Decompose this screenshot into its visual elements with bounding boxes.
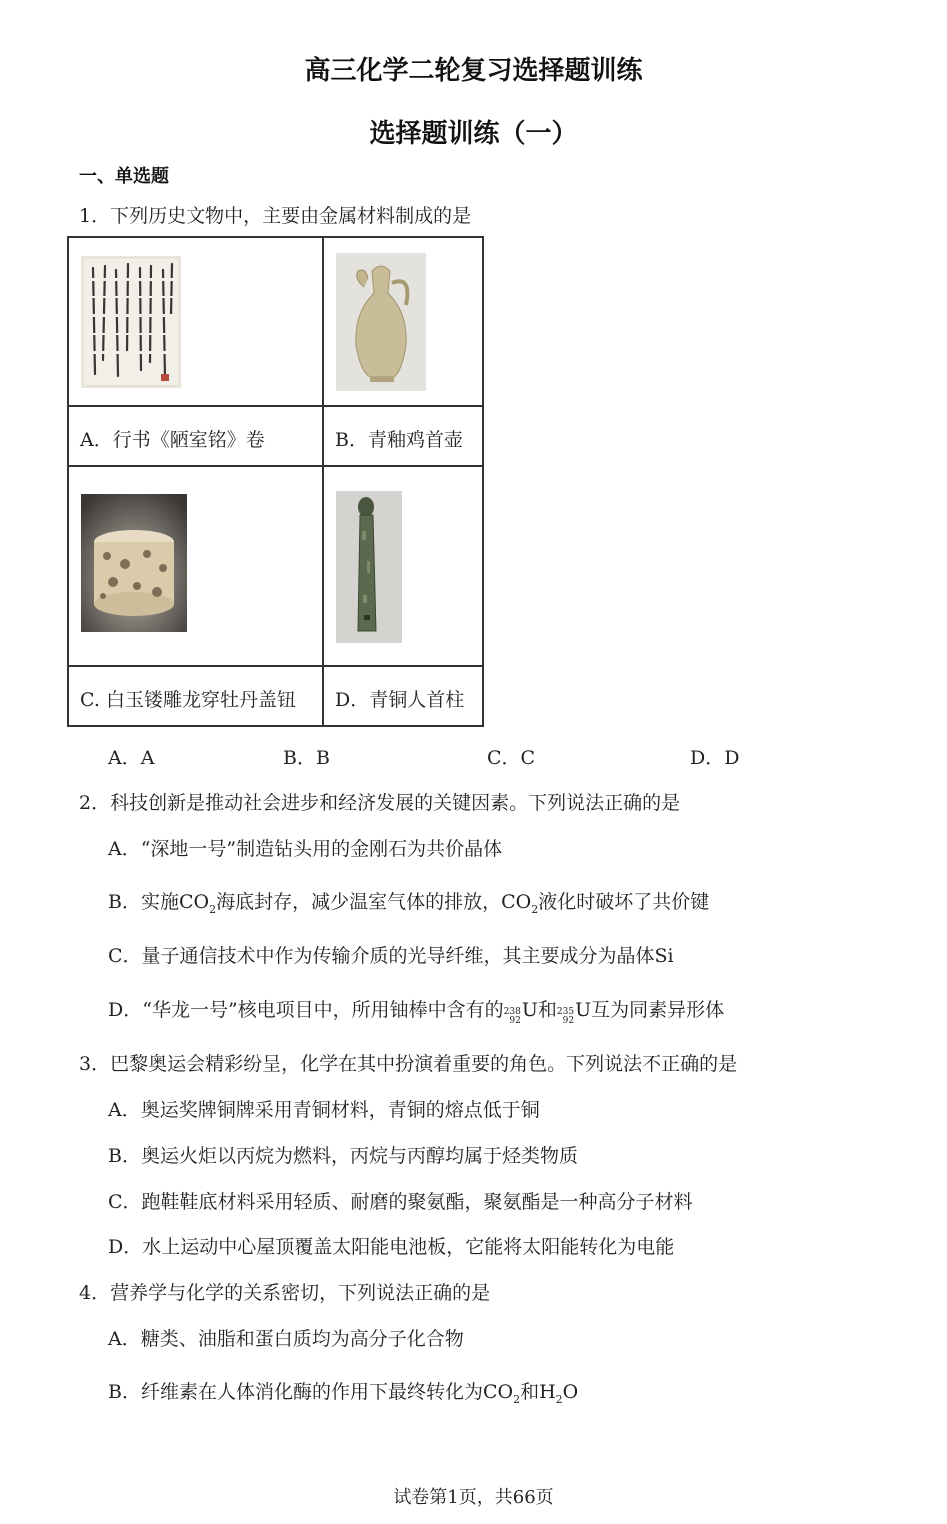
- page-subtitle: 选择题训练（一）: [369, 119, 578, 149]
- bronze-pillar-image: [336, 491, 402, 643]
- q4-stem: 4．营养学与化学的关系密切，下列说法正确的是: [79, 1282, 491, 1304]
- q1-artifact-table: [67, 236, 484, 727]
- q3-option-b[interactable]: B．奥运火炬以丙烷为燃料，丙烷与丙醇均属于烃类物质: [108, 1145, 578, 1167]
- q3-option-c[interactable]: C．跑鞋鞋底材料采用轻质、耐磨的聚氨酯，聚氨酯是一种高分子材料: [108, 1191, 693, 1213]
- q3-option-a[interactable]: A．奥运奖牌铜牌采用青铜材料，青铜的熔点低于铜: [108, 1099, 540, 1121]
- q4-option-a[interactable]: A．糖类、油脂和蛋白质均为高分子化合物: [108, 1328, 464, 1350]
- q1-choice-c[interactable]: C．C: [487, 747, 536, 769]
- q1-cell-b-label: B．青釉鸡首壶: [323, 406, 483, 466]
- q3-option-d[interactable]: D．水上运动中心屋顶覆盖太阳能电池板，它能将太阳能转化为电能: [108, 1236, 675, 1258]
- q1-cell-d-label: D．青铜人首柱: [323, 666, 483, 726]
- q1-cell-d-image: [323, 466, 483, 666]
- q1-cell-c-label: C. 白玉镂雕龙穿牡丹盖钮: [68, 666, 323, 726]
- q2-stem: 2．科技创新是推动社会进步和经济发展的关键因素。下列说法正确的是: [79, 792, 681, 814]
- isotope-235-notation: 235 92: [556, 1007, 575, 1026]
- calligraphy-scroll-image: [81, 256, 181, 388]
- q1-choice-b[interactable]: B．B: [283, 747, 330, 769]
- q2-option-b[interactable]: B．实施$CO_2$海底封存，减少温室气体的排放，$CO_2$液化时破坏了共价键: [108, 891, 710, 916]
- q1-choice-d[interactable]: D．D: [690, 747, 740, 769]
- q1-stem: 1．下列历史文物中，主要由金属材料制成的是: [79, 205, 472, 227]
- q1-cell-b-image: [323, 237, 483, 406]
- isotope-238-notation: 238 92: [503, 1007, 521, 1026]
- page-title: 高三化学二轮复习选择题训练: [304, 56, 643, 86]
- q2-option-d[interactable]: D．“华龙一号”核电项目中，所用铀棒中含有的 238 92 U和 235 92 U互为同素异形体: [108, 999, 725, 1026]
- celadon-ewer-image: [336, 253, 426, 391]
- q4-option-b[interactable]: B．纤维素在人体消化酶的作用下最终转化为$CO_2$和$H_2O$: [108, 1381, 579, 1406]
- q2-option-a[interactable]: A．“深地一号”制造钻头用的金刚石为共价晶体: [108, 838, 503, 860]
- page-footer: 试卷第1页，共66页: [393, 1487, 554, 1508]
- q2-option-c[interactable]: C．量子通信技术中作为传输介质的光导纤维，其主要成分为晶体Si: [108, 945, 674, 967]
- section-heading: 一、单选题: [79, 166, 169, 187]
- q1-cell-a-label: A．行书《陋室铭》卷: [68, 406, 323, 466]
- q3-stem: 3．巴黎奥运会精彩纷呈，化学在其中扮演着重要的角色。下列说法不正确的是: [79, 1053, 738, 1075]
- q1-choice-a[interactable]: A．A: [108, 747, 155, 769]
- q1-cell-c-image: [68, 466, 323, 666]
- q1-cell-a-image: [68, 237, 323, 406]
- white-jade-carving-image: [81, 494, 187, 632]
